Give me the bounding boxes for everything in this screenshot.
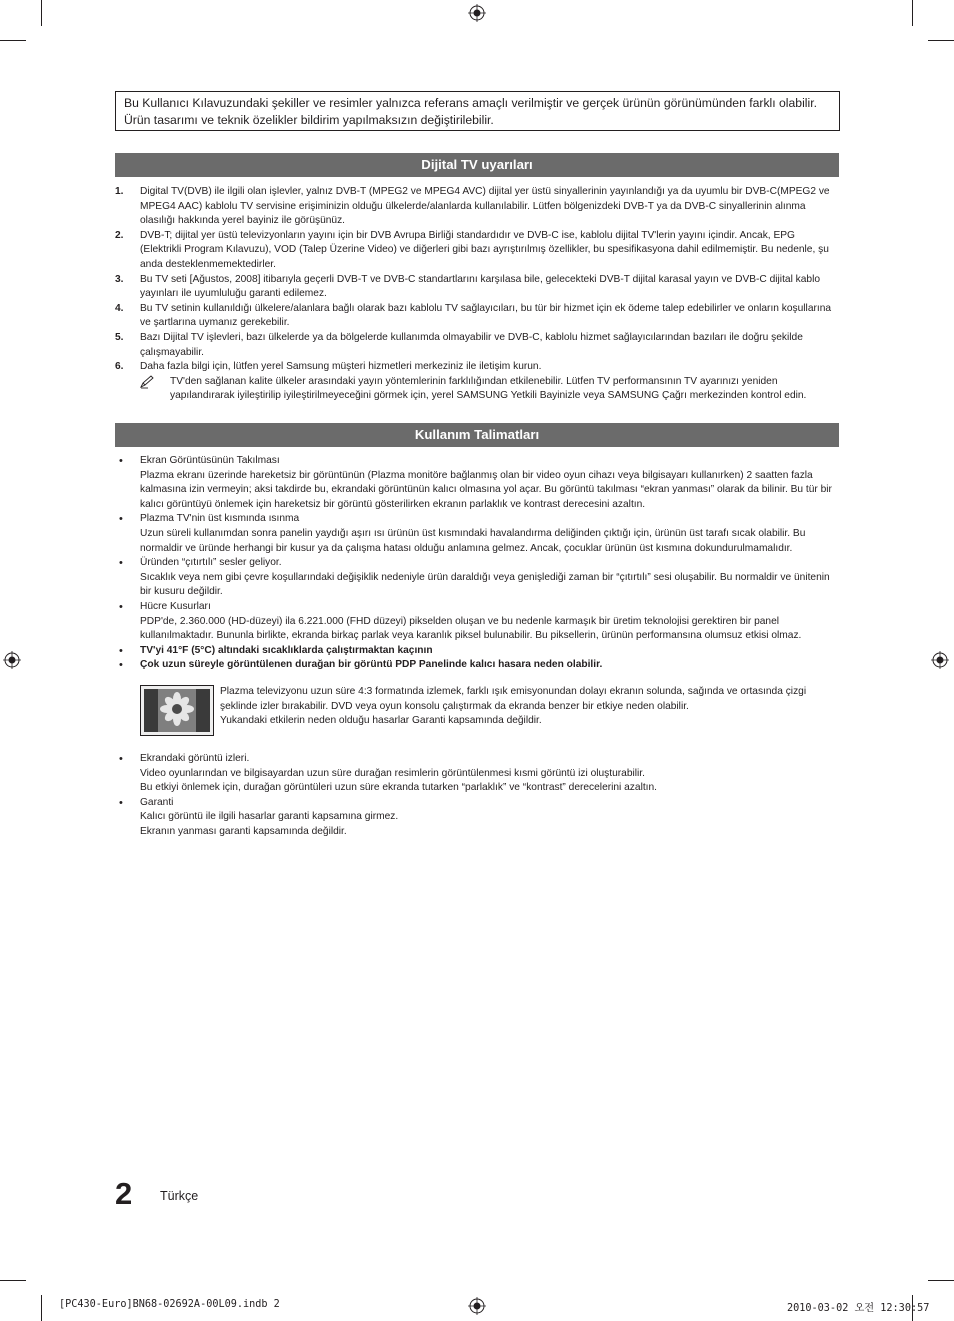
item-text: DVB-T; dijital yer üstü televizyonların yayını için bir DVB Avrupa Birliği standardıdır ve DVB-C ise, kablolu dijital TV'lerin yayını içindir. Ancak, EPG (Elektrikli Program Kılavuzu), VOD (Talep Üzerine Video) ve diğerleri gibi bazı ayrıştırılmış özellikler, bu spesifikasyona dahil edilmemiştir. Bu nedenle, şu anda desteklenmemektedirler. (140, 229, 829, 270)
note-pencil-icon (139, 375, 155, 389)
crop-mark (41, 1295, 42, 1321)
note-text: TV'den sağlanan kalite ülkeler arasındaki yayın yöntemlerinin farklılığından etkilenebilir. Lütfen TV performansının TV ayarınızı yeniden yapılandırarak iyileştirilip iyileştirilmeyeceğini görmek için, yerel SAMSUNG Yetkili Bayinizle veya SAMSUNG Çağrı merkezinden kontrol edin. (170, 375, 807, 402)
bullet: • (119, 796, 123, 809)
item-title: TV'yi 41°F (5°C) altındaki sıcaklıklarda çalıştırmaktan kaçının (140, 644, 433, 656)
registration-mark-icon (3, 651, 21, 669)
crop-mark (912, 0, 913, 26)
crop-mark (0, 40, 26, 41)
item-text: PDP'de, 2.360.000 (HD-düzeyi) ila 6.221.000 (FHD düzeyi) pikselden oluşan ve bu nedenle karmaşık bir üretim teknolojisi gerektiren bir panel kullanılmaktadır. Bununla birlikte, ekranda birkaç parlak veya karanlık piksel bulunabilir. Bu piksellerin, ürünün performansına olumsuz etkisi olmaz. (140, 615, 802, 642)
list-item (115, 360, 839, 375)
illustration-warranty-note: Yukandaki etkilerin neden olduğu hasarlar Garanti kapsamında değildir. (220, 715, 542, 727)
flower-image-icon (158, 689, 196, 732)
item-title: Garanti (140, 796, 174, 808)
usage-instructions-list (115, 454, 839, 839)
language-label: Türkçe (160, 1189, 199, 1203)
registration-mark-icon (468, 1297, 486, 1315)
tv-screen (144, 689, 210, 732)
tv-illustration (140, 685, 214, 736)
bullet: • (119, 557, 123, 570)
bullet: • (119, 644, 123, 657)
item-text: Bu etkiyi önlemek için, durağan görüntüleri uzun süre ekranda tutarken “parlaklık” ve “kontrast” derecelerini azaltın. (140, 782, 657, 794)
item-number: 4. (115, 302, 124, 314)
section-header-usage: Kullanım Talimatları (115, 423, 839, 447)
list-item (115, 454, 839, 512)
item-number: 1. (115, 186, 124, 197)
crop-mark (41, 0, 42, 26)
bullet: • (119, 600, 123, 613)
print-slug-file: [PC430-Euro]BN68-02692A-00L09.indb 2 (59, 1299, 280, 1310)
list-item (115, 512, 839, 556)
item-number: 3. (115, 273, 124, 285)
registration-mark-icon (931, 651, 949, 669)
item-text: Plazma ekranı üzerinde hareketsiz bir görüntünün (Plazma monitöre bağlanmış olan bir video oyun cihazı veya bilgisayarı kullanırken) 2 saatten fazla kalmasına izin vermeyin; aksi takdirde bu, ekrandaki görüntünün kalıcı olmasına yol açar. Bu görüntü takılması “ekran yanması” olarak da bilinir. Bu tür bir kalıcı görüntüyü önlemek için hareketsiz bir görüntü gösterilirken ekranın parlaklık ve kontrast derecesini azaltın. (140, 469, 832, 510)
crop-mark (928, 40, 954, 41)
item-number: 6. (115, 361, 124, 373)
page-number: 2 (115, 1176, 133, 1211)
item-title: Üründen “çıtırtılı” sesler geliyor. (140, 557, 282, 569)
list-item (115, 229, 839, 273)
item-text: Sıcaklık veya nem gibi çevre koşullarındaki değişiklik nedeniyle ürün daraldığı veya genişlediği zaman bir “çıtırtılı” sesi oluşabilir. Bu normaldir ve ünitenin bir kusuru değildir. (140, 571, 830, 598)
list-item (115, 752, 839, 796)
list-item (115, 796, 839, 840)
tv-picture-area (158, 689, 196, 732)
bullet: • (119, 659, 123, 672)
disclaimer-notice: Bu Kullanıcı Kılavuzundaki şekiller ve resimler yalnızca referans amaçlı verilmiştir ve gerçek ürünün görünümünden farklı olabilir. Ürün tasarımı ve teknik özelikler bildirim yapılmaksızın değiştirilebilir. (115, 91, 840, 131)
list-item (115, 273, 839, 302)
item-title: Ekran Görüntüsünün Takılması (140, 455, 280, 466)
list-item (115, 600, 839, 644)
dtv-warning-list (115, 185, 839, 404)
section-header-dtv: Dijital TV uyarıları (115, 153, 839, 177)
crop-mark (928, 1280, 954, 1281)
item-title: Hücre Kusurları (140, 600, 211, 612)
item-text: Digital TV(DVB) ile ilgili olan işlevler, yalnız DVB-T (MPEG2 ve MPEG4 AVC) dijital yer üstü sinyallerinin yayınlandığı ya da uyumlu bir DVB-C(MPEG2 ve MPEG4 AAC) kablolu TV servisine erişiminizin olduğu ülkelerde/alanlarda kullanılabilir. Lütfen bölgenizdeki DVB-T ya da DVB-C sinyallerinin alınma olasılığı hakkında yerel bayiniz ile görüşünüz. (140, 186, 830, 227)
bullet: • (119, 752, 123, 765)
illustration-caption: Plazma televizyonu uzun süre 4:3 formatında izlemek, farklı ışık emisyonundan dolayı ekranın solunda, sağında ve ortasında çizgi şeklinde izler bırakabilir. DVD veya oyun konsolu çalıştırmak da ekranda benzer bir etkiye neden olabilir. (220, 685, 807, 712)
list-item (115, 658, 839, 673)
item-text: Bazı Dijital TV işlevleri, bazı ülkelerde ya da bölgelerde kullanımda olmayabilir ve DVB-C, kablolu hizmet sağlayıcılarından bazıları ile doğru şekilde çalışmayabilir. (140, 331, 803, 358)
item-text: Uzun süreli kullanımdan sonra panelin yaydığı aşırı ısı ürünün üst kısmındaki havalandırma deliğinden çıktığı için, ürünün üst tarafı sıcak olabilir. Bu normaldir ve üründe herhangi bir kusur ya da çalışma hatası olduğu anlamına gelmez. Ancak, çocuklar ürünün üst kısmına dokundurulmamalıdır. (140, 527, 806, 554)
item-text: Ekranın yanması garanti kapsamında değildir. (140, 825, 347, 837)
item-text: Daha fazla bilgi için, lütfen yerel Samsung müşteri hizmetleri merkeziniz ile iletişim kurun. (140, 361, 542, 373)
bullet: • (119, 513, 123, 526)
list-item (115, 556, 839, 600)
item-number: 2. (115, 229, 124, 241)
list-item (115, 185, 839, 229)
item-title: Ekrandaki görüntü izleri. (140, 752, 250, 764)
list-item (115, 331, 839, 360)
note (115, 375, 839, 404)
bullet: • (119, 455, 123, 467)
item-text: Video oyunlarından ve bilgisayardan uzun süre durağan resimlerin görüntülenmesi kısmi görüntü izi oluşturabilir. (140, 767, 645, 779)
item-text: Kalıcı görüntü ile ilgili hasarlar garanti kapsamına girmez. (140, 811, 399, 823)
item-number: 5. (115, 331, 124, 343)
list-item (115, 302, 839, 331)
registration-mark-icon (468, 4, 486, 22)
item-title: Plazma TV'nin üst kısmında ısınma (140, 513, 300, 525)
item-text: Bu TV setinin kullanıldığı ülkelere/alanlara bağlı olarak bazı kablolu TV sağlayıcıları, bu tür bir hizmet için ek ödeme talep edebilirler ve onların koşullarına ve şartlarına uymanız gerekebilir. (140, 302, 832, 329)
crop-mark (0, 1280, 26, 1281)
list-item (115, 644, 839, 659)
print-slug-date: 2010-03-02 오전 12:30:57 (787, 1303, 930, 1314)
item-text: Bu TV seti [Ağustos, 2008] itibarıyla geçerli DVB-T ve DVB-C standartlarını karşılasa bile, gelecekteki DVB-T dijital karasal yayın ve DVB-C dijital kablo yayınları ile uyumluluğu garanti edilemez. (140, 273, 821, 300)
item-title: Çok uzun süreyle görüntülenen durağan bir görüntü PDP Panelinde kalıcı hasara neden olabilir. (140, 659, 603, 671)
burn-in-illustration-block (115, 685, 839, 735)
